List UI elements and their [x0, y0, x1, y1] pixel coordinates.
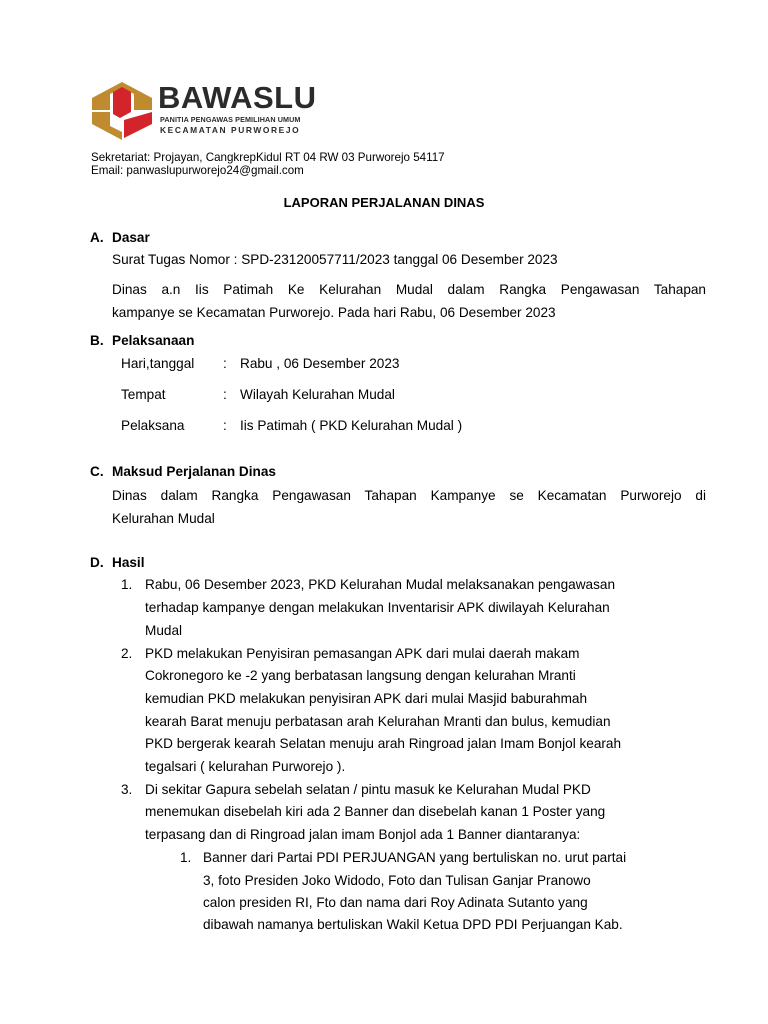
- result-item-number: 3.: [121, 782, 133, 797]
- result-item-line: PKD bergerak kearah Selatan menuju arah Ringroad jalan Imam Bonjol kearah: [145, 736, 622, 751]
- result-item-line: kemudian PKD melakukan penyisiran APK dari mulai Masjid baburahmah: [145, 691, 588, 706]
- detail-value-date: Rabu , 06 Desember 2023: [240, 356, 400, 371]
- section-b-heading: Pelaksanaan: [112, 333, 195, 348]
- result-item-line: Cokronegoro ke -2 yang berbatasan langsung dengan kelurahan Mranti: [145, 668, 576, 683]
- section-b-marker: B.: [90, 333, 104, 348]
- result-item-line: Di sekitar Gapura sebelah selatan / pintu masuk ke Kelurahan Mudal PKD: [145, 782, 591, 797]
- logo-org-name: BAWASLU: [158, 80, 317, 115]
- section-c-marker: C.: [90, 464, 104, 479]
- result-item-line: tegalsari ( kelurahan Purworejo ).: [145, 759, 346, 774]
- logo-org-subtitle: PANITIA PENGAWAS PEMILIHAN UMUM: [160, 115, 301, 124]
- bawaslu-logo: [90, 78, 340, 140]
- result-subitem-line: Banner dari Partai PDI PERJUANGAN yang bertuliskan no. urut partai: [203, 850, 627, 865]
- section-d-heading: Hasil: [112, 555, 145, 570]
- section-c-heading: Maksud Perjalanan Dinas: [112, 464, 276, 479]
- section-a-paragraph-line-2: kampanye se Kecamatan Purworejo. Pada hari Rabu, 06 Desember 2023: [112, 305, 556, 320]
- section-a-letter-number: Surat Tugas Nomor : SPD-23120057711/2023 tanggal 06 Desember 2023: [112, 252, 558, 267]
- section-a-heading: Dasar: [112, 230, 150, 245]
- secretariat-email: Email: panwaslupurworejo24@gmail.com: [91, 164, 304, 177]
- section-d-marker: D.: [90, 555, 104, 570]
- detail-separator: :: [223, 356, 227, 371]
- result-item-line: menemukan disebelah kiri ada 2 Banner dan disebelah kanan 1 Poster yang: [145, 804, 606, 819]
- detail-label-date: Hari,tanggal: [121, 356, 195, 371]
- section-c-line-2: Kelurahan Mudal: [112, 511, 215, 526]
- bawaslu-emblem-icon: [90, 80, 154, 140]
- result-subitem-line: calon presiden RI, Fto dan nama dari Roy Adinata Sutanto yang: [203, 895, 588, 910]
- section-a-marker: A.: [90, 230, 104, 245]
- detail-separator: :: [223, 387, 227, 402]
- detail-label-place: Tempat: [121, 387, 166, 402]
- result-item-number: 1.: [121, 577, 133, 592]
- detail-value-executor: Iis Patimah ( PKD Kelurahan Mudal ): [240, 418, 463, 433]
- result-item-line: kearah Barat menuju perbatasan arah Kelurahan Mranti dan bulus, kemudian: [145, 714, 611, 729]
- section-a-paragraph-line-1: Dinas a.n Iis Patimah Ke Kelurahan Mudal dalam Rangka Pengawasan Tahapan: [112, 282, 706, 297]
- detail-value-place: Wilayah Kelurahan Mudal: [240, 387, 395, 402]
- document-title: LAPORAN PERJALANAN DINAS: [283, 195, 485, 210]
- section-c-line-1: Dinas dalam Rangka Pengawasan Tahapan Kampanye se Kecamatan Purworejo di: [112, 488, 706, 503]
- result-subitem-line: 3, foto Presiden Joko Widodo, Foto dan Tulisan Ganjar Pranowo: [203, 873, 591, 888]
- result-item-line: Mudal: [145, 623, 183, 638]
- detail-label-executor: Pelaksana: [121, 418, 185, 433]
- logo-org-district: KECAMATAN PURWOREJO: [160, 125, 301, 135]
- result-item-line: terhadap kampanye dengan melakukan Inventarisir APK diwilayah Kelurahan: [145, 600, 610, 615]
- secretariat-address: Sekretariat: Projayan, CangkrepKidul RT 04 RW 03 Purworejo 54117: [91, 151, 445, 164]
- result-item-line: Rabu, 06 Desember 2023, PKD Kelurahan Mudal melaksanakan pengawasan: [145, 577, 616, 592]
- result-subitem-line: dibawah namanya bertuliskan Wakil Ketua DPD PDI Perjuangan Kab.: [203, 917, 623, 932]
- result-subitem-number: 1.: [180, 850, 192, 865]
- result-item-line: terpasang dan di Ringroad jalan imam Bonjol ada 1 Banner diantaranya:: [145, 827, 581, 842]
- result-item-number: 2.: [121, 646, 133, 661]
- detail-separator: :: [223, 418, 227, 433]
- result-item-line: PKD melakukan Penyisiran pemasangan APK dari mulai daerah makam: [145, 646, 580, 661]
